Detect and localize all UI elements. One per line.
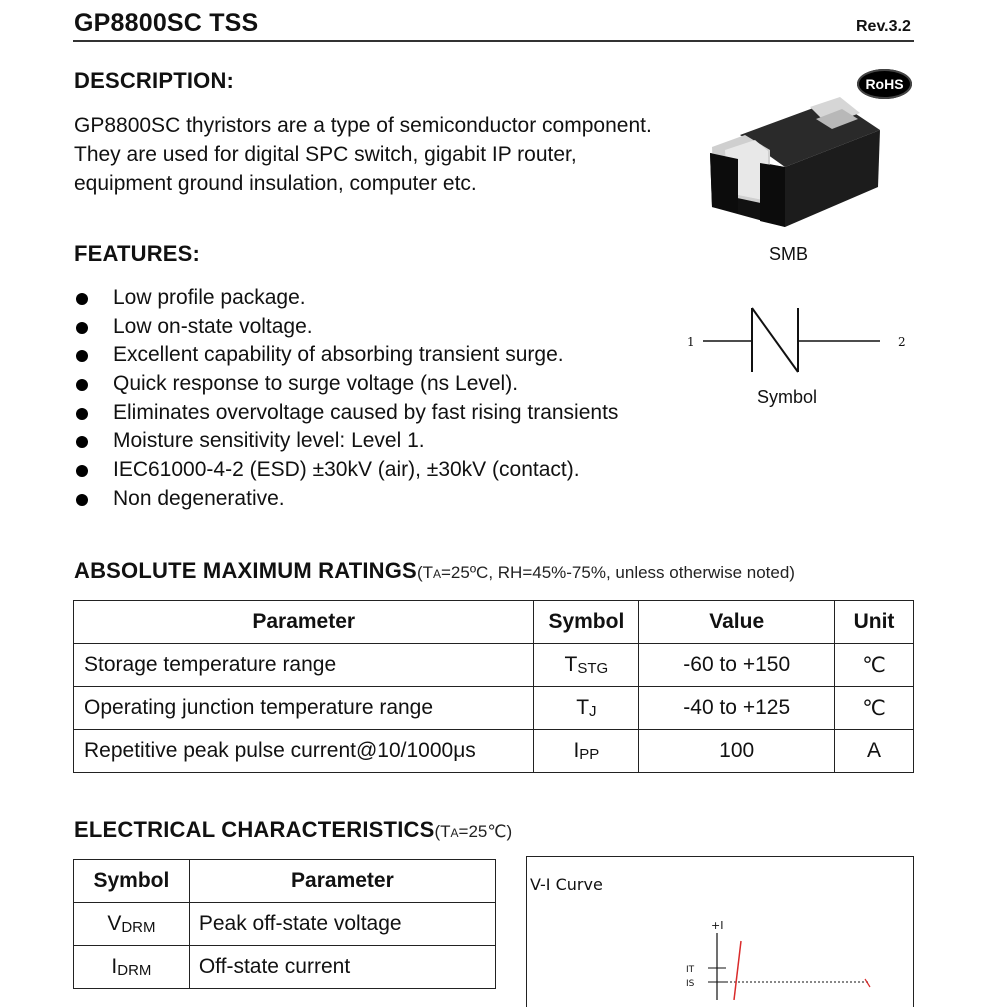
feature-item: Quick response to surge voltage (ns Level). [74, 370, 618, 399]
table-row [74, 903, 496, 946]
axis-label-plus-i: +I [711, 919, 724, 932]
feature-item: Eliminates overvoltage caused by fast rising transients [74, 399, 618, 428]
table-row [74, 687, 914, 730]
parameter-cell: Off-state current [189, 946, 495, 989]
bullet-icon [76, 436, 88, 448]
value-cell: -40 to +125 [639, 687, 835, 730]
parameter-cell: Operating junction temperature range [74, 687, 534, 730]
feature-item: Excellent capability of absorbing transient surge. [74, 341, 618, 370]
bullet-icon [76, 350, 88, 362]
electrical-heading-row [74, 817, 512, 843]
bullet-icon [76, 465, 88, 477]
ratings-conditions: (TA=25ºC, RH=45%-75%, unless otherwise noted) [416, 563, 795, 582]
document-title: GP8800SC TSS [74, 9, 259, 37]
description-heading: DESCRIPTION: [74, 68, 235, 93]
column-header: Value [639, 601, 835, 644]
feature-item: IEC61000-4-2 (ESD) ±30kV (air), ±30kV (contact). [74, 456, 618, 485]
symbol-cell: TSTG [534, 644, 639, 687]
column-header: Symbol [74, 860, 190, 903]
electrical-heading: ELECTRICAL CHARACTERISTICS [74, 817, 435, 842]
ratings-heading: ABSOLUTE MAXIMUM RATINGS [74, 558, 417, 583]
symbol-cell: IDRM [74, 946, 190, 989]
bullet-icon [76, 379, 88, 391]
table-row [74, 644, 914, 687]
unit-cell: ℃ [835, 687, 914, 730]
parameter-cell: Peak off-state voltage [189, 903, 495, 946]
value-cell: 100 [639, 730, 835, 773]
column-header: Symbol [534, 601, 639, 644]
symbol-cell: IPP [534, 730, 639, 773]
column-header: Parameter [189, 860, 495, 903]
parameter-cell: Storage temperature range [74, 644, 534, 687]
bullet-icon [76, 494, 88, 506]
bullet-icon [76, 293, 88, 305]
electrical-conditions: (TA=25℃) [434, 822, 513, 841]
electrical-table [73, 859, 496, 989]
value-cell: -60 to +150 [639, 644, 835, 687]
column-header: Unit [835, 601, 914, 644]
symbol-caption: Symbol [757, 387, 818, 407]
rohs-badge: RoHS [857, 69, 912, 99]
parameter-cell: Repetitive peak pulse current@10/1000μs [74, 730, 534, 773]
description-line: equipment ground insulation, computer etc. [74, 172, 477, 195]
features-list [74, 284, 618, 514]
unit-cell: A [835, 730, 914, 773]
pin-1-label: 1 [687, 335, 695, 349]
feature-item: Moisture sensitivity level: Level 1. [74, 427, 618, 456]
curve-marker [865, 979, 870, 987]
unit-cell: ℃ [835, 644, 914, 687]
description-line: They are used for digital SPC switch, gigabit IP router, [74, 143, 577, 166]
ratings-heading-row [74, 558, 795, 584]
revision-label: Rev.3.2 [856, 18, 911, 35]
thyristor-symbol-diagram [680, 300, 910, 380]
label-is: IS [686, 979, 695, 989]
package-caption: SMB [769, 244, 809, 264]
feature-item: Low profile package. [74, 284, 618, 313]
description-text [74, 111, 652, 198]
ratings-table [73, 600, 914, 773]
vi-curve-graph [680, 915, 880, 1000]
feature-item: Non degenerative. [74, 485, 618, 514]
feature-item: Low on-state voltage. [74, 313, 618, 342]
symbol-cell: VDRM [74, 903, 190, 946]
header-rule [73, 40, 914, 42]
table-row [74, 730, 914, 773]
vi-curve-title: V-I Curve [530, 875, 603, 894]
pin-2-label: 2 [898, 335, 906, 349]
label-it: IT [686, 965, 695, 975]
smb-package-image [700, 95, 890, 245]
symbol-cell: TJ [534, 687, 639, 730]
bullet-icon [76, 322, 88, 334]
table-header-row [74, 601, 914, 644]
features-heading: FEATURES: [74, 241, 201, 266]
table-row [74, 946, 496, 989]
column-header: Parameter [74, 601, 534, 644]
on-state-curve [734, 941, 741, 1000]
table-header-row [74, 860, 496, 903]
bullet-icon [76, 408, 88, 420]
description-line: GP8800SC thyristors are a type of semiconductor component. [74, 114, 652, 137]
